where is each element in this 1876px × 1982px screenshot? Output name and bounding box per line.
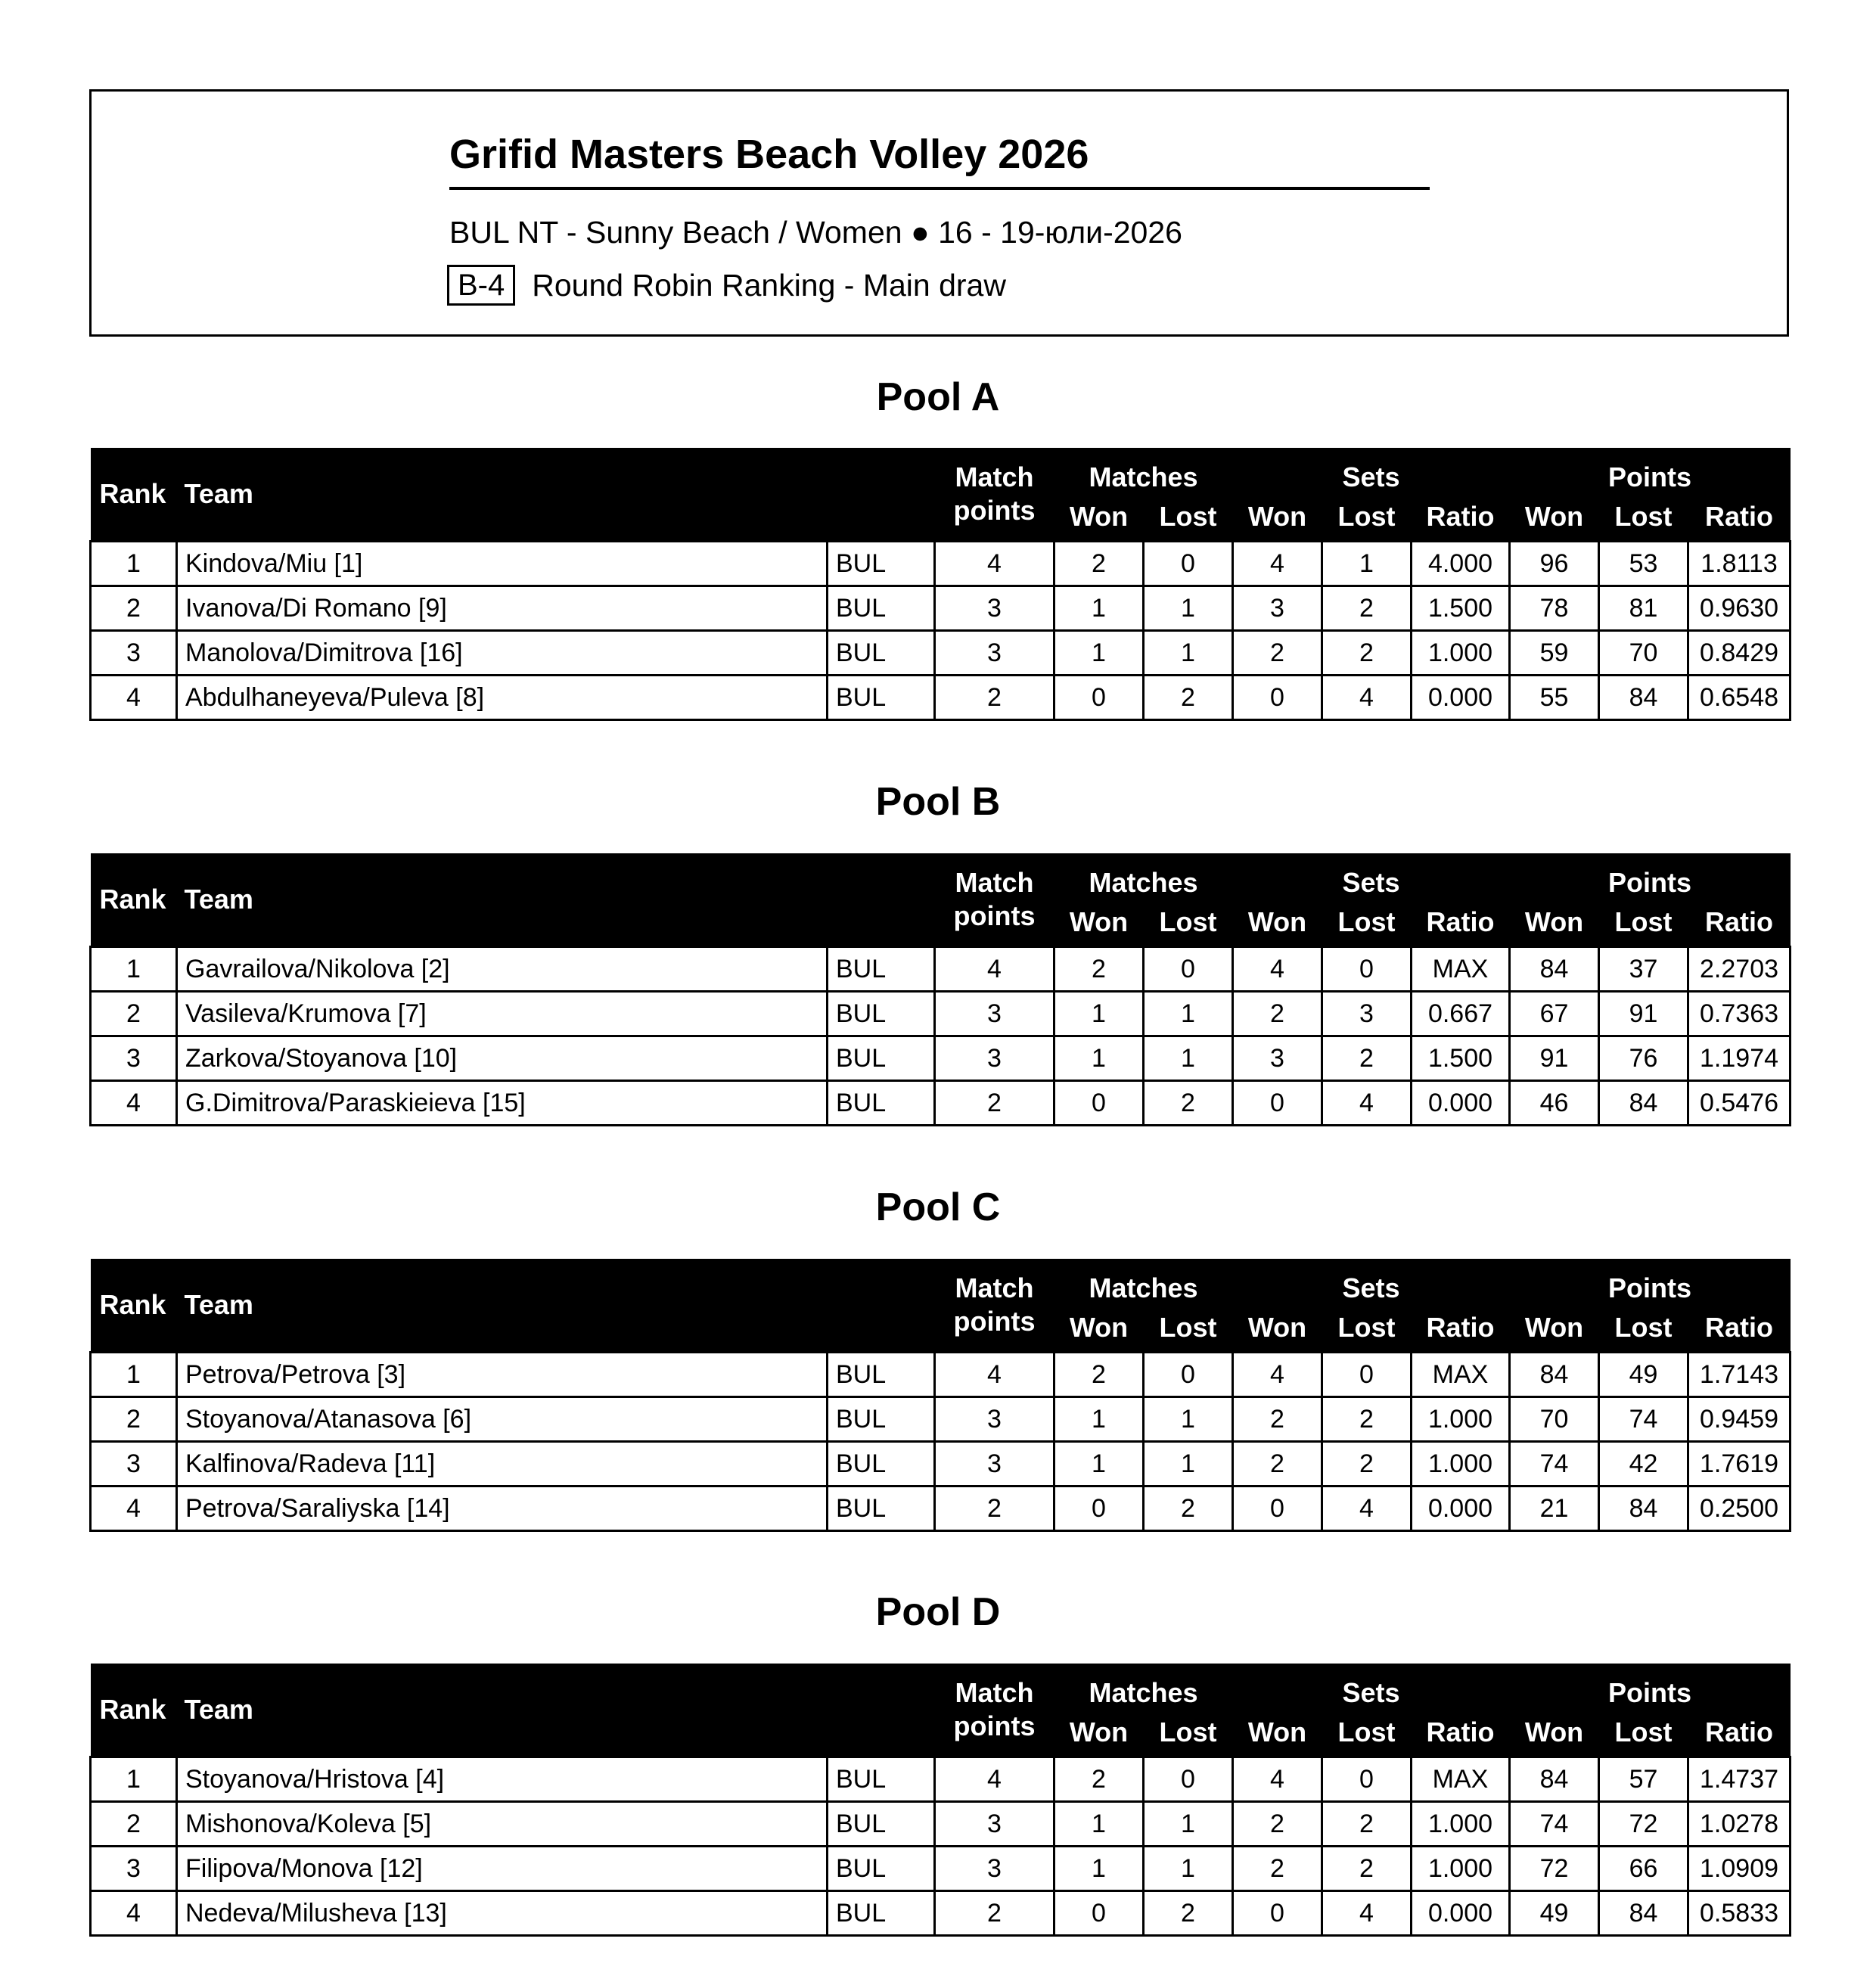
table-row: [91, 1397, 1791, 1442]
col-group-sets: Sets: [1233, 853, 1510, 899]
pool-title: Pool D: [875, 1590, 1001, 1634]
cell-match-points: 3: [935, 1442, 1054, 1486]
col-group-points: Points: [1510, 448, 1791, 493]
table-row: [91, 1847, 1791, 1891]
cell-matches-won: 1: [1054, 1847, 1144, 1891]
cell-country: BUL: [828, 1847, 935, 1891]
col-match-points-line1: Match: [955, 1272, 1034, 1303]
cell-points-ratio: 0.5833: [1688, 1891, 1791, 1936]
ranking-table-pool-3: [89, 1664, 1791, 1937]
col-sets-ratio: Ratio: [1412, 899, 1510, 947]
cell-points-won: 84: [1510, 1757, 1599, 1802]
cell-rank: 4: [91, 676, 177, 720]
cell-rank: 2: [91, 586, 177, 631]
cell-sets-lost: 2: [1322, 631, 1412, 676]
cell-team: Kalfinova/Radeva [11]: [177, 1442, 828, 1486]
cell-points-ratio: 0.8429: [1688, 631, 1791, 676]
table-row: [91, 1442, 1791, 1486]
cell-sets-lost: 0: [1322, 947, 1412, 992]
cell-match-points: 2: [935, 1891, 1054, 1936]
cell-matches-lost: 1: [1144, 1802, 1233, 1847]
col-points-ratio: Ratio: [1688, 1709, 1791, 1757]
table-row: [91, 947, 1791, 992]
table-row: [91, 1036, 1791, 1081]
cell-points-lost: 84: [1599, 1891, 1688, 1936]
cell-sets-lost: 2: [1322, 1036, 1412, 1081]
title-underline: [449, 187, 1430, 190]
cell-sets-lost: 2: [1322, 1847, 1412, 1891]
cell-matches-lost: 1: [1144, 586, 1233, 631]
cell-matches-won: 1: [1054, 992, 1144, 1036]
cell-sets-lost: 2: [1322, 586, 1412, 631]
cell-points-lost: 53: [1599, 542, 1688, 586]
cell-rank: 1: [91, 542, 177, 586]
cell-points-won: 84: [1510, 947, 1599, 992]
cell-sets-won: 2: [1233, 1847, 1322, 1891]
cell-points-lost: 66: [1599, 1847, 1688, 1891]
col-points-lost: Lost: [1599, 1304, 1688, 1353]
cell-rank: 3: [91, 1847, 177, 1891]
cell-points-won: 74: [1510, 1802, 1599, 1847]
cell-matches-lost: 1: [1144, 1442, 1233, 1486]
col-match-points-line2: points: [953, 1306, 1036, 1337]
cell-match-points: 4: [935, 1353, 1054, 1397]
document-title: Grifid Masters Beach Volley 2026: [449, 132, 1089, 177]
cell-country: BUL: [828, 1081, 935, 1126]
cell-points-won: 84: [1510, 1353, 1599, 1397]
table-row: [91, 631, 1791, 676]
cell-matches-won: 0: [1054, 676, 1144, 720]
cell-sets-lost: 0: [1322, 1757, 1412, 1802]
cell-sets-won: 0: [1233, 1081, 1322, 1126]
col-points-lost: Lost: [1599, 493, 1688, 542]
cell-match-points: 3: [935, 1036, 1054, 1081]
cell-sets-ratio: MAX: [1412, 947, 1510, 992]
cell-matches-won: 1: [1054, 1442, 1144, 1486]
cell-sets-won: 2: [1233, 992, 1322, 1036]
cell-matches-won: 0: [1054, 1081, 1144, 1126]
cell-matches-lost: 1: [1144, 1847, 1233, 1891]
cell-rank: 1: [91, 1757, 177, 1802]
col-matches-won: Won: [1054, 1709, 1144, 1757]
cell-match-points: 4: [935, 1757, 1054, 1802]
cell-team: Manolova/Dimitrova [16]: [177, 631, 828, 676]
col-points-won: Won: [1510, 899, 1599, 947]
cell-matches-won: 1: [1054, 1036, 1144, 1081]
cell-sets-ratio: MAX: [1412, 1353, 1510, 1397]
cell-country: BUL: [828, 676, 935, 720]
cell-country: BUL: [828, 1036, 935, 1081]
cell-matches-won: 1: [1054, 586, 1144, 631]
col-group-sets: Sets: [1233, 1664, 1510, 1709]
cell-team: Nedeva/Milusheva [13]: [177, 1891, 828, 1936]
cell-matches-lost: 0: [1144, 947, 1233, 992]
col-rank-header: Rank: [91, 448, 177, 542]
cell-sets-lost: 4: [1322, 1891, 1412, 1936]
cell-points-won: 46: [1510, 1081, 1599, 1126]
cell-sets-lost: 2: [1322, 1397, 1412, 1442]
col-group-points: Points: [1510, 1664, 1791, 1709]
col-group-points: Points: [1510, 1259, 1791, 1304]
pool-title: Pool A: [876, 375, 1000, 419]
cell-sets-ratio: 0.000: [1412, 1486, 1510, 1531]
cell-sets-ratio: 1.000: [1412, 1802, 1510, 1847]
cell-rank: 4: [91, 1081, 177, 1126]
cell-sets-won: 2: [1233, 1802, 1322, 1847]
col-team-header: Team: [177, 448, 935, 542]
cell-sets-ratio: 1.000: [1412, 1397, 1510, 1442]
header-box: [89, 89, 1789, 337]
cell-points-won: 55: [1510, 676, 1599, 720]
cell-matches-won: 1: [1054, 1802, 1144, 1847]
cell-points-lost: 81: [1599, 586, 1688, 631]
cell-team: Stoyanova/Atanasova [6]: [177, 1397, 828, 1442]
cell-country: BUL: [828, 1891, 935, 1936]
cell-matches-won: 1: [1054, 1397, 1144, 1442]
event-subtitle: BUL NT - Sunny Beach / Women ● 16 - 19-юли-2026: [449, 215, 1182, 250]
cell-sets-won: 4: [1233, 1757, 1322, 1802]
cell-rank: 1: [91, 1353, 177, 1397]
col-points-won: Won: [1510, 1709, 1599, 1757]
report-code-badge: B-4: [447, 265, 515, 306]
col-group-sets: Sets: [1233, 448, 1510, 493]
cell-sets-ratio: MAX: [1412, 1757, 1510, 1802]
cell-sets-ratio: 1.500: [1412, 586, 1510, 631]
cell-match-points: 2: [935, 676, 1054, 720]
table-row: [91, 676, 1791, 720]
col-match-points-line1: Match: [955, 1677, 1034, 1708]
col-group-sets: Sets: [1233, 1259, 1510, 1304]
col-rank-header: Rank: [91, 1259, 177, 1353]
cell-points-lost: 37: [1599, 947, 1688, 992]
cell-sets-won: 2: [1233, 1442, 1322, 1486]
cell-matches-won: 2: [1054, 1757, 1144, 1802]
cell-sets-won: 2: [1233, 631, 1322, 676]
cell-team: Vasileva/Krumova [7]: [177, 992, 828, 1036]
cell-rank: 2: [91, 1802, 177, 1847]
col-match-points-header: [935, 1259, 1054, 1353]
cell-sets-lost: 2: [1322, 1802, 1412, 1847]
cell-matches-lost: 0: [1144, 542, 1233, 586]
cell-sets-lost: 4: [1322, 1081, 1412, 1126]
cell-country: BUL: [828, 992, 935, 1036]
cell-sets-lost: 4: [1322, 676, 1412, 720]
table-row: [91, 1353, 1791, 1397]
col-sets-lost: Lost: [1322, 899, 1412, 947]
col-points-ratio: Ratio: [1688, 899, 1791, 947]
col-points-won: Won: [1510, 493, 1599, 542]
cell-sets-won: 2: [1233, 1397, 1322, 1442]
col-sets-lost: Lost: [1322, 1304, 1412, 1353]
cell-matches-lost: 0: [1144, 1757, 1233, 1802]
table-row: [91, 1802, 1791, 1847]
col-group-matches: Matches: [1054, 1259, 1233, 1304]
cell-sets-ratio: 1.000: [1412, 1442, 1510, 1486]
cell-points-lost: 57: [1599, 1757, 1688, 1802]
cell-match-points: 3: [935, 1802, 1054, 1847]
col-sets-won: Won: [1233, 899, 1322, 947]
cell-sets-won: 4: [1233, 1353, 1322, 1397]
cell-points-lost: 74: [1599, 1397, 1688, 1442]
col-matches-lost: Lost: [1144, 899, 1233, 947]
cell-match-points: 4: [935, 947, 1054, 992]
cell-match-points: 3: [935, 1397, 1054, 1442]
cell-sets-ratio: 0.000: [1412, 1891, 1510, 1936]
col-group-matches: Matches: [1054, 1664, 1233, 1709]
cell-points-ratio: 1.0278: [1688, 1802, 1791, 1847]
cell-team: Filipova/Monova [12]: [177, 1847, 828, 1891]
cell-team: Abdulhaneyeva/Puleva [8]: [177, 676, 828, 720]
cell-points-lost: 70: [1599, 631, 1688, 676]
cell-sets-lost: 2: [1322, 1442, 1412, 1486]
cell-match-points: 2: [935, 1486, 1054, 1531]
cell-points-ratio: 1.7619: [1688, 1442, 1791, 1486]
cell-match-points: 3: [935, 1847, 1054, 1891]
cell-points-won: 59: [1510, 631, 1599, 676]
col-sets-won: Won: [1233, 1709, 1322, 1757]
cell-sets-ratio: 4.000: [1412, 542, 1510, 586]
cell-country: BUL: [828, 586, 935, 631]
cell-points-lost: 84: [1599, 1486, 1688, 1531]
cell-sets-ratio: 1.500: [1412, 1036, 1510, 1081]
cell-sets-won: 4: [1233, 542, 1322, 586]
col-team-header: Team: [177, 1664, 935, 1757]
col-team-header: Team: [177, 1259, 935, 1353]
cell-points-lost: 84: [1599, 1081, 1688, 1126]
cell-country: BUL: [828, 1442, 935, 1486]
cell-points-won: 21: [1510, 1486, 1599, 1531]
cell-team: Petrova/Petrova [3]: [177, 1353, 828, 1397]
cell-country: BUL: [828, 947, 935, 992]
cell-sets-ratio: 1.000: [1412, 1847, 1510, 1891]
cell-points-ratio: 0.6548: [1688, 676, 1791, 720]
cell-points-ratio: 1.0909: [1688, 1847, 1791, 1891]
cell-rank: 3: [91, 1036, 177, 1081]
col-points-ratio: Ratio: [1688, 1304, 1791, 1353]
col-match-points-header: [935, 1664, 1054, 1757]
cell-team: Zarkova/Stoyanova [10]: [177, 1036, 828, 1081]
cell-match-points: 2: [935, 1081, 1054, 1126]
cell-points-ratio: 1.4737: [1688, 1757, 1791, 1802]
cell-sets-lost: 3: [1322, 992, 1412, 1036]
col-match-points-line1: Match: [955, 461, 1034, 492]
col-team-header: Team: [177, 853, 935, 947]
col-match-points-line1: Match: [955, 867, 1034, 898]
cell-team: Ivanova/Di Romano [9]: [177, 586, 828, 631]
ranking-table-pool-0: [89, 448, 1791, 721]
cell-rank: 1: [91, 947, 177, 992]
col-sets-won: Won: [1233, 1304, 1322, 1353]
ranking-table-pool-2: [89, 1259, 1791, 1532]
cell-points-won: 70: [1510, 1397, 1599, 1442]
cell-matches-lost: 2: [1144, 1891, 1233, 1936]
cell-points-ratio: 0.2500: [1688, 1486, 1791, 1531]
col-match-points-line2: points: [953, 900, 1036, 931]
col-matches-lost: Lost: [1144, 493, 1233, 542]
cell-sets-ratio: 0.000: [1412, 676, 1510, 720]
table-row: [91, 1081, 1791, 1126]
cell-points-won: 91: [1510, 1036, 1599, 1081]
cell-points-ratio: 1.8113: [1688, 542, 1791, 586]
cell-points-won: 72: [1510, 1847, 1599, 1891]
cell-rank: 2: [91, 992, 177, 1036]
cell-matches-won: 2: [1054, 1353, 1144, 1397]
cell-match-points: 4: [935, 542, 1054, 586]
col-rank-header: Rank: [91, 853, 177, 947]
table-row: [91, 586, 1791, 631]
cell-country: BUL: [828, 1397, 935, 1442]
cell-team: Gavrailova/Nikolova [2]: [177, 947, 828, 992]
cell-team: Kindova/Miu [1]: [177, 542, 828, 586]
cell-points-ratio: 2.2703: [1688, 947, 1791, 992]
col-matches-lost: Lost: [1144, 1304, 1233, 1353]
col-group-matches: Matches: [1054, 448, 1233, 493]
report-description: Round Robin Ranking - Main draw: [532, 267, 1006, 303]
col-matches-won: Won: [1054, 1304, 1144, 1353]
cell-points-lost: 42: [1599, 1442, 1688, 1486]
cell-matches-lost: 0: [1144, 1353, 1233, 1397]
cell-country: BUL: [828, 1802, 935, 1847]
col-match-points-line2: points: [953, 495, 1036, 526]
ranking-table-pool-1: [89, 853, 1791, 1126]
cell-matches-lost: 1: [1144, 992, 1233, 1036]
cell-team: Petrova/Saraliyska [14]: [177, 1486, 828, 1531]
cell-team: Stoyanova/Hristova [4]: [177, 1757, 828, 1802]
col-sets-lost: Lost: [1322, 493, 1412, 542]
cell-points-ratio: 0.5476: [1688, 1081, 1791, 1126]
col-match-points-header: [935, 448, 1054, 542]
col-points-lost: Lost: [1599, 1709, 1688, 1757]
col-matches-won: Won: [1054, 493, 1144, 542]
cell-points-lost: 84: [1599, 676, 1688, 720]
cell-match-points: 3: [935, 586, 1054, 631]
cell-points-lost: 91: [1599, 992, 1688, 1036]
cell-country: BUL: [828, 1757, 935, 1802]
table-row: [91, 1757, 1791, 1802]
col-group-points: Points: [1510, 853, 1791, 899]
cell-points-won: 49: [1510, 1891, 1599, 1936]
col-sets-ratio: Ratio: [1412, 1304, 1510, 1353]
col-match-points-header: [935, 853, 1054, 947]
cell-sets-won: 0: [1233, 1486, 1322, 1531]
cell-matches-won: 1: [1054, 631, 1144, 676]
cell-points-won: 74: [1510, 1442, 1599, 1486]
cell-team: Mishonova/Koleva [5]: [177, 1802, 828, 1847]
col-matches-lost: Lost: [1144, 1709, 1233, 1757]
cell-points-ratio: 0.9459: [1688, 1397, 1791, 1442]
cell-sets-won: 0: [1233, 676, 1322, 720]
cell-sets-won: 0: [1233, 1891, 1322, 1936]
cell-rank: 2: [91, 1397, 177, 1442]
col-match-points-line2: points: [953, 1710, 1036, 1741]
col-sets-ratio: Ratio: [1412, 493, 1510, 542]
cell-sets-ratio: 0.667: [1412, 992, 1510, 1036]
col-points-ratio: Ratio: [1688, 493, 1791, 542]
cell-points-lost: 76: [1599, 1036, 1688, 1081]
table-row: [91, 1891, 1791, 1936]
cell-country: BUL: [828, 1353, 935, 1397]
cell-points-ratio: 1.1974: [1688, 1036, 1791, 1081]
cell-points-won: 67: [1510, 992, 1599, 1036]
report-code-line: [447, 265, 1006, 306]
col-rank-header: Rank: [91, 1664, 177, 1757]
cell-sets-ratio: 1.000: [1412, 631, 1510, 676]
cell-country: BUL: [828, 1486, 935, 1531]
cell-points-ratio: 0.7363: [1688, 992, 1791, 1036]
cell-matches-lost: 1: [1144, 1397, 1233, 1442]
cell-sets-ratio: 0.000: [1412, 1081, 1510, 1126]
cell-sets-won: 3: [1233, 586, 1322, 631]
cell-match-points: 3: [935, 992, 1054, 1036]
cell-rank: 4: [91, 1486, 177, 1531]
cell-country: BUL: [828, 542, 935, 586]
cell-sets-won: 3: [1233, 1036, 1322, 1081]
cell-points-lost: 72: [1599, 1802, 1688, 1847]
table-row: [91, 1486, 1791, 1531]
pool-title: Pool B: [875, 780, 1001, 824]
cell-matches-lost: 2: [1144, 1486, 1233, 1531]
cell-points-ratio: 0.9630: [1688, 586, 1791, 631]
cell-rank: 3: [91, 1442, 177, 1486]
cell-sets-lost: 4: [1322, 1486, 1412, 1531]
table-row: [91, 992, 1791, 1036]
col-group-matches: Matches: [1054, 853, 1233, 899]
cell-points-lost: 49: [1599, 1353, 1688, 1397]
cell-matches-lost: 2: [1144, 676, 1233, 720]
col-points-won: Won: [1510, 1304, 1599, 1353]
cell-sets-won: 4: [1233, 947, 1322, 992]
cell-matches-won: 2: [1054, 947, 1144, 992]
col-sets-won: Won: [1233, 493, 1322, 542]
cell-points-ratio: 1.7143: [1688, 1353, 1791, 1397]
table-row: [91, 542, 1791, 586]
cell-rank: 4: [91, 1891, 177, 1936]
cell-matches-lost: 2: [1144, 1081, 1233, 1126]
col-points-lost: Lost: [1599, 899, 1688, 947]
cell-rank: 3: [91, 631, 177, 676]
cell-match-points: 3: [935, 631, 1054, 676]
cell-points-won: 78: [1510, 586, 1599, 631]
cell-matches-won: 2: [1054, 542, 1144, 586]
cell-matches-lost: 1: [1144, 631, 1233, 676]
cell-sets-lost: 1: [1322, 542, 1412, 586]
col-sets-ratio: Ratio: [1412, 1709, 1510, 1757]
col-matches-won: Won: [1054, 899, 1144, 947]
cell-matches-won: 0: [1054, 1891, 1144, 1936]
cell-sets-lost: 0: [1322, 1353, 1412, 1397]
pool-title: Pool C: [875, 1185, 1001, 1229]
cell-team: G.Dimitrova/Paraskieieva [15]: [177, 1081, 828, 1126]
col-sets-lost: Lost: [1322, 1709, 1412, 1757]
cell-points-won: 96: [1510, 542, 1599, 586]
cell-matches-won: 0: [1054, 1486, 1144, 1531]
cell-matches-lost: 1: [1144, 1036, 1233, 1081]
cell-country: BUL: [828, 631, 935, 676]
